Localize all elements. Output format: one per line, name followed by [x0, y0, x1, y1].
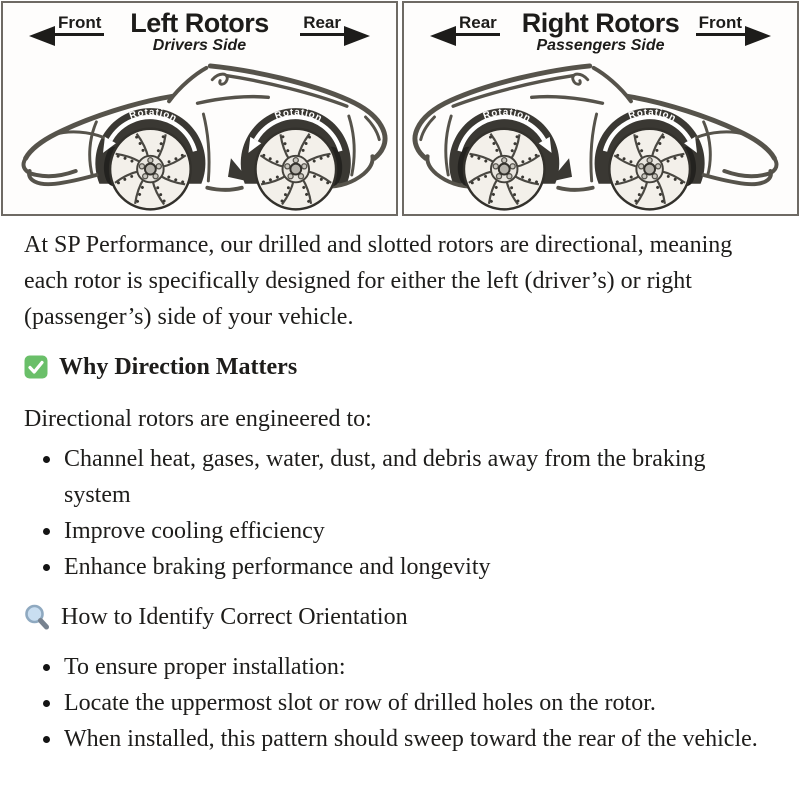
front-arrow-label: Front — [55, 13, 104, 36]
right-panel-subtitle: Passengers Side — [536, 37, 665, 54]
list-item: Channel heat, gases, water, dust, and debris away from the braking system — [64, 441, 776, 513]
front-direction-arrow — [696, 13, 771, 36]
rotation-label: Rotation — [127, 107, 179, 125]
left-rotors-panel — [1, 1, 398, 216]
right-panel-title: Right Rotors — [521, 8, 680, 38]
lead-sentence: Directional rotors are engineered to: — [24, 406, 372, 432]
article-body — [0, 217, 800, 791]
left-panel-header — [3, 3, 396, 61]
rear-arrow-label: Rear — [300, 13, 344, 36]
rear-direction-arrow — [300, 13, 370, 36]
arrow-right-icon — [745, 26, 771, 46]
left-panel-subtitle: Drivers Side — [152, 37, 247, 54]
right-panel-header — [404, 3, 797, 61]
list-item: Enhance braking performance and longevity — [64, 549, 776, 585]
rear-arrow-label: Rear — [456, 13, 500, 36]
arrow-left-icon — [430, 26, 456, 46]
left-car-drawing — [3, 61, 396, 216]
section-heading-text: Why Direction Matters — [59, 354, 298, 380]
magnifying-glass-icon — [24, 604, 50, 631]
list-item: Improve cooling efficiency — [64, 513, 776, 549]
right-rotors-panel — [402, 1, 799, 216]
arrow-right-icon — [344, 26, 370, 46]
rotation-label: Rotation — [627, 107, 679, 125]
arrow-left-icon — [29, 26, 55, 46]
check-mark-icon — [24, 355, 48, 379]
benefits-list — [24, 441, 776, 585]
section-heading-how-to-identify — [24, 599, 776, 635]
list-item: To ensure proper installation: — [64, 649, 776, 685]
list-item: Locate the uppermost slot or row of drilled holes on the rotor. — [64, 685, 776, 721]
section-heading-text: How to Identify Correct Orientation — [61, 604, 408, 630]
rear-direction-arrow — [430, 13, 500, 36]
right-car-drawing — [404, 61, 797, 216]
intro-paragraph: At SP Performance, our drilled and slotted rotors are directional, meaning each rotor is specifically designed for either the left (driver’s) or right (passenger’s) side of your vehicle. — [24, 232, 733, 330]
rotation-label: Rotation — [481, 107, 533, 125]
front-direction-arrow — [29, 13, 104, 36]
section-heading-why-direction-matters — [24, 349, 776, 385]
rotor-direction-diagram — [0, 0, 800, 217]
left-panel-title: Left Rotors — [130, 8, 269, 38]
front-arrow-label: Front — [696, 13, 745, 36]
list-item: When installed, this pattern should sweep toward the rear of the vehicle. — [64, 721, 776, 757]
orientation-steps-list — [24, 649, 776, 757]
rotation-label: Rotation — [273, 107, 325, 125]
